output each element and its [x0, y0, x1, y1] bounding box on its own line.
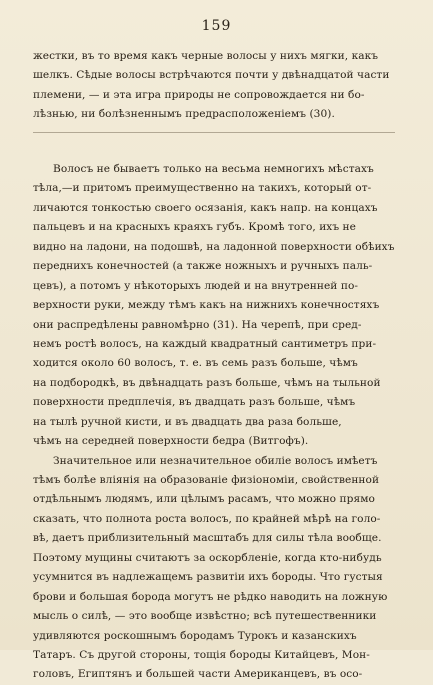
text-line: головъ, Египтянъ и большей части Американцевъ, въ осо- — [33, 668, 363, 681]
text-line: тѣмъ болѣе вліянія на образованіе физіономіи, свойственной — [33, 474, 380, 486]
text-line: сказать, что полнота роста волосъ, по крайней мѣрѣ на голо- — [33, 512, 381, 525]
main-section — [33, 160, 395, 685]
text-line: усумнится въ надлежащемъ развитіи ихъ бороды. Что густыя — [33, 571, 383, 584]
text-line: личаются тонкостью своего осязанія, какъ напр. на концахъ — [33, 201, 378, 214]
text-line: вѣ, даетъ приблизительный масштабъ для силы тѣла вообще. — [33, 532, 382, 545]
text-line: видно на ладони, на подошвѣ, на ладонной поверхности обѣихъ — [33, 240, 395, 253]
text-line: удивляются роскошнымъ бородамъ Турокъ и казанскихъ — [33, 629, 357, 642]
text-line: Татаръ. Съ другой стороны, тощія бороды Китайцевъ, Мон- — [33, 648, 370, 661]
paragraph-first-line: Значительное или незначительное обиліе волосъ имѣетъ — [53, 454, 378, 467]
text-line: они распредѣлены равномѣрно (31). На черепѣ, при сред- — [33, 318, 362, 331]
text-line: пальцевъ и на красныхъ краяхъ губъ. Кромѣ того, ихъ не — [33, 221, 356, 234]
text-line: чѣмъ на середней поверхности бедра (Витгофъ). — [33, 435, 309, 448]
text-line: брови и большая борода могутъ не рѣдко наводить на ложную — [33, 590, 388, 603]
page-number: 159 — [201, 18, 232, 34]
text-line: жестки, въ то время какъ черные волосы у нихъ мягки, какъ — [33, 50, 379, 62]
text-line: отдѣльнымъ людямъ, или цѣлымъ расамъ, что можно прямо — [33, 493, 375, 506]
text-line: переднихъ конечностей (а также ножныхъ и ручныхъ паль- — [33, 260, 373, 273]
text-line: шелкъ. Сѣдые волосы встрѣчаются почти у двѣнадцатой части — [33, 69, 390, 82]
text-line: немъ ростѣ волосъ, на каждый квадратный сантиметръ при- — [33, 337, 377, 350]
text-line: тѣла,—и притомъ преимущественно на такихъ, который от- — [33, 182, 372, 195]
text-line: верхности руки, между тѣмъ какъ на нижнихъ конечностяхъ — [33, 299, 380, 312]
text-line: мысль о силѣ, — это вообще извѣстно; всѣ путешественники — [33, 610, 377, 623]
text-line: поверхности предплечія, въ двадцать разъ больше, чѣмъ — [33, 396, 356, 409]
text-line: цевъ), а потомъ у нѣкоторыхъ людей и на внутренней по- — [33, 279, 358, 292]
continuation-paragraph — [33, 47, 395, 125]
text-line: на тылѣ ручной кисти, и въ двадцать два раза больше, — [33, 415, 342, 428]
text-line: на подбородкѣ, въ двѣнадцать разъ больше, чѣмъ на тыльной — [33, 376, 381, 389]
paragraph-first-line: Волосъ не бываетъ только на весьма немногихъ мѣстахъ — [53, 163, 374, 175]
text-line: племени, — и эта игра природы не сопровождается ни бо- — [33, 88, 365, 101]
text-line: ходится около 60 волосъ, т. е. въ семь разъ больше, чѣмъ — [33, 357, 358, 370]
section-divider — [33, 132, 395, 133]
text-line: лѣзнью, ни болѣзненнымъ предрасположеніемъ (30). — [33, 108, 335, 121]
text-line: Поэтому мущины считаютъ за оскорбленіе, когда кто-нибудь — [33, 551, 382, 564]
